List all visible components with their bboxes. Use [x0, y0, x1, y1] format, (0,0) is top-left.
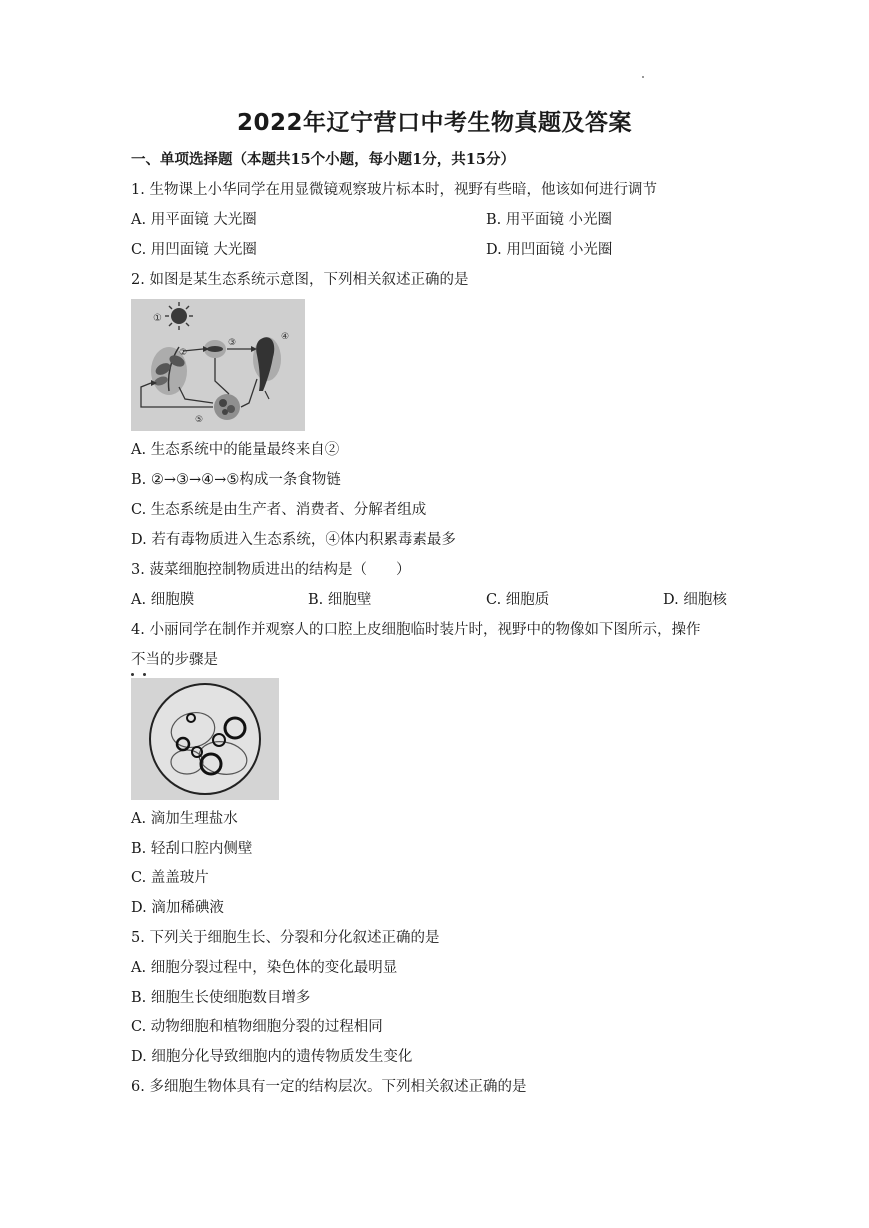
q5-option-b: B. 细胞生长使细胞数目增多: [131, 990, 311, 1006]
q1-option-b: B. 用平面镜 小光圈: [486, 212, 612, 228]
q1-option-d: D. 用凹面镜 小光圈: [486, 242, 613, 258]
figure-label-2: ②: [179, 348, 188, 358]
figure-label-5: ⑤: [195, 415, 204, 425]
section-heading: 一、单项选择题（本题共15个小题，每小题1分，共15分）: [131, 151, 515, 168]
q2-stem: 2. 如图是某生态系统示意图，下列相关叙述正确的是: [131, 272, 469, 288]
q4-stem-line1: 4. 小丽同学在制作并观察人的口腔上皮细胞临时装片时，视野中的物像如下图所示，操作: [131, 622, 701, 638]
q4-option-d: D. 滴加稀碘液: [131, 900, 224, 916]
q2-option-a: A. 生态系统中的能量最终来自②: [131, 442, 340, 458]
q5-option-c: C. 动物细胞和植物细胞分裂的过程相同: [131, 1019, 383, 1035]
q1-stem: 1. 生物课上小华同学在用显微镜观察玻片标本时，视野有些暗，他该如何进行调节: [131, 182, 657, 198]
q2-option-b: B. ②→③→④→⑤构成一条食物链: [131, 472, 341, 488]
q3-stem: 3. 菠菜细胞控制物质进出的结构是（ ）: [131, 562, 411, 578]
q6-stem: 6. 多细胞生物体具有一定的结构层次。下列相关叙述正确的是: [131, 1079, 527, 1095]
q5-stem: 5. 下列关于细胞生长、分裂和分化叙述正确的是: [131, 930, 440, 946]
scan-speck: [642, 76, 644, 78]
q1-option-c: C. 用凹面镜 大光圈: [131, 242, 257, 258]
q2-option-c: C. 生态系统是由生产者、消费者、分解者组成: [131, 502, 427, 518]
microscope-field-figure: [131, 678, 279, 800]
q3-option-d: D. 细胞核: [663, 592, 727, 608]
page-title: 2022年辽宁营口中考生物真题及答案: [236, 110, 632, 136]
figure-label-4: ④: [281, 332, 290, 342]
figure-label-1: ①: [153, 313, 162, 324]
q3-option-b: B. 细胞壁: [308, 592, 372, 608]
figure-label-3: ③: [228, 338, 237, 348]
ecosystem-diagram: [131, 299, 305, 431]
decomposer-icon: [214, 394, 240, 420]
q4-option-a: A. 滴加生理盐水: [131, 811, 238, 827]
q3-option-c: C. 细胞质: [486, 592, 550, 608]
q2-option-d: D. 若有毒物质进入生态系统，④体内积累毒素最多: [131, 532, 456, 548]
q1-option-a: A. 用平面镜 大光圈: [131, 212, 257, 228]
q5-option-a: A. 细胞分裂过程中，染色体的变化最明显: [131, 960, 398, 976]
q4-stem-line2: 不当的步骤是: [131, 652, 218, 668]
q3-option-a: A. 细胞膜: [131, 592, 195, 608]
q4-option-b: B. 轻刮口腔内侧壁: [131, 841, 253, 857]
q4-option-c: C. 盖盖玻片: [131, 870, 209, 886]
q5-option-d: D. 细胞分化导致细胞内的遗传物质发生变化: [131, 1049, 413, 1065]
